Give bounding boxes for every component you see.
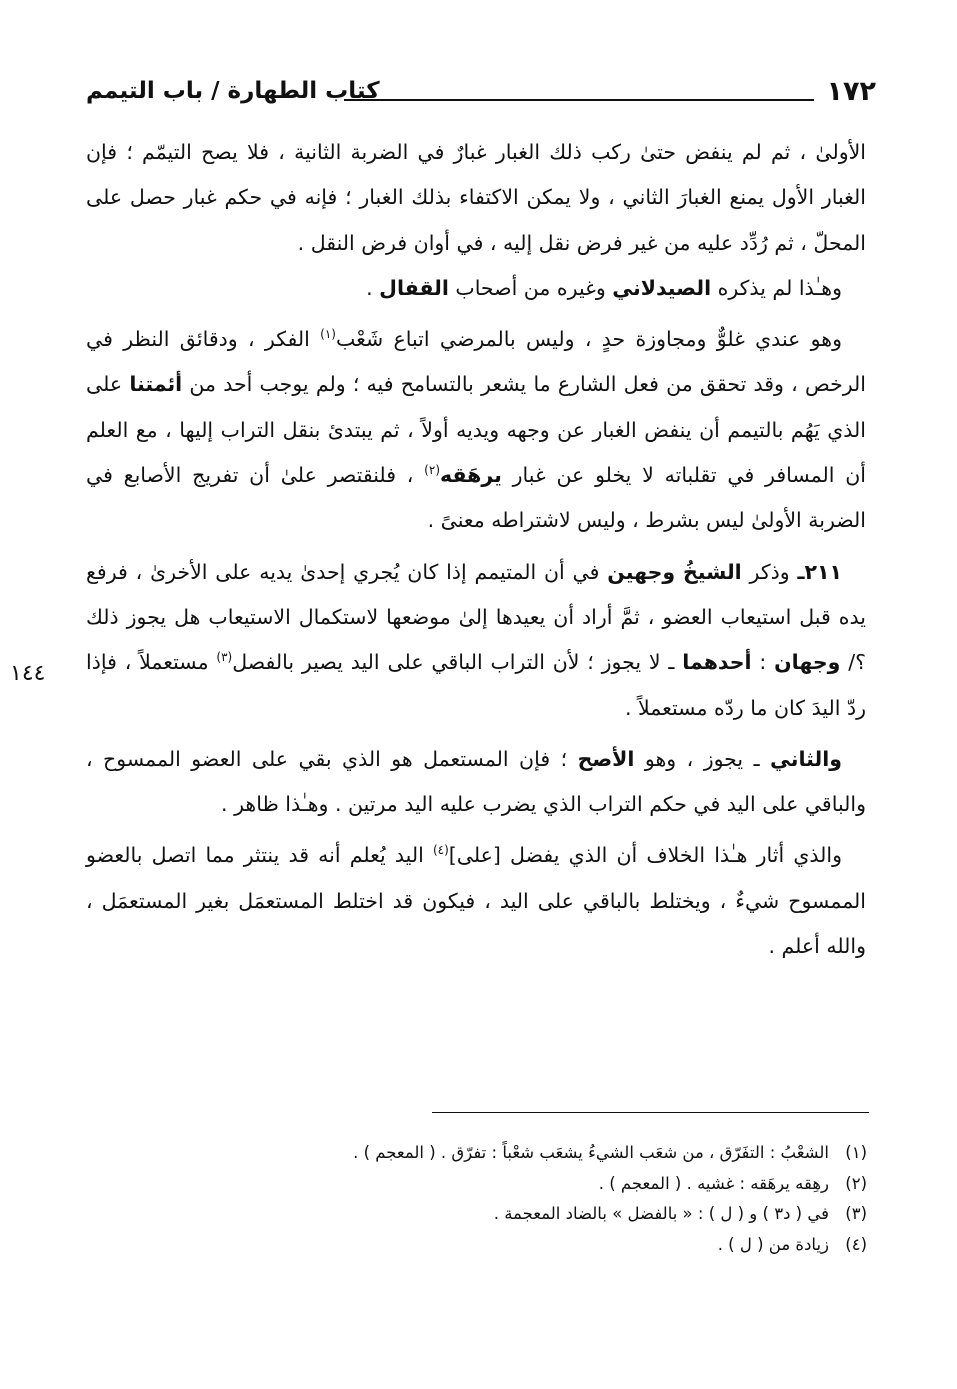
paragraph-4 <box>86 550 866 731</box>
footnote-4 <box>167 1230 867 1261</box>
paragraph-5 <box>86 737 866 828</box>
text-run: الأولىٰ ، ثم لم ينفض حتىٰ ركب ذلك الغبار غبارٌ في الضربة الثانية ، فلا يصح التيمّم ؛ فإن الغبار الأول يمنع الغبارَ الثاني ، ولا يمكن الاكتفاء بذلك الغبار ؛ فإنه في حكم غبار حصل على المحلّ ، ثم رُدِّد عليه من غير فرض نقل إليه ، في أوان فرض النقل . <box>86 140 866 255</box>
text-run: مستعملاً ، فإذا ردّ اليدَ كان ما ردّه مستعملاً . <box>86 650 866 720</box>
text-run: على الذي يَهُم بالتيمم أن ينفض الغبار عن وجهه ويديه أولاً ، ثم يبتدئ بنقل التراب إليها ، مع العلم أن المسافر في تقلباته لا يخلو عن غبار <box>86 372 867 488</box>
paragraph-3 <box>86 317 866 543</box>
footnote-text: الشعْبُ : التفَرّق ، من شعَب الشيءُ يشعَب شعْباً : تفرّق . ( المعجم ) . <box>353 1143 829 1162</box>
footnote-number: (١) <box>845 1143 867 1162</box>
footnote-1 <box>167 1138 867 1169</box>
text-run: وغيره من أصحاب <box>448 275 613 300</box>
footnote-ref-2[interactable]: (٢) <box>424 463 440 478</box>
footnote-2 <box>167 1169 867 1200</box>
bold-term-aimmatuna: أئمتنا <box>129 372 183 397</box>
paragraph-1 <box>86 130 866 266</box>
text-run: ؛ فإن المستعمل هو الذي بقي على العضو الممسوح ، والباقي على اليد في حكم التراب الذي يضرب عليه اليد مرتين . وهـٰذا ظاهر . <box>86 746 866 817</box>
margin-manuscript-folio: ١٤٤ <box>10 661 46 686</box>
footnote-text: في ( د٣ ) و ( ل ) : « بالفضل » بالضاد المعجمة . <box>493 1204 829 1223</box>
footnote-ref-3[interactable]: (٣) <box>216 650 233 665</box>
text-run: الفكر ، ودقائق النظر في الرخص ، وقد تحقق من فعل الشارع ما يشعر بالتسامح فيه ؛ ولم يوجب أحد من <box>86 327 866 397</box>
footnote-number: (٤) <box>845 1234 867 1254</box>
paragraph-2 <box>86 266 866 311</box>
text-run: والذي أثار هـٰذا الخلاف أن الذي يفضل [على] <box>448 843 842 868</box>
page-header <box>86 70 876 110</box>
header-rule <box>344 99 814 101</box>
text-run: ، فلنقتصر علىٰ أن تفريج الأصابع في الضربة الأولىٰ ليس بشرط ، وليس لاشتراطه معنىً . <box>86 463 866 533</box>
bold-term-wajhayn: وجهين <box>607 559 676 584</box>
text-run: اليد يُعلم أنه قد ينتثر مما اتصل بالعضو الممسوح شيءٌ ، ويختلط بالباقي على اليد ، فيكون قد اختلط المستعمَل بغير المستعمَل ، والله أعلم . <box>86 843 866 959</box>
footnotes <box>167 1138 867 1260</box>
footnote-ref-1[interactable]: (١) <box>320 327 336 342</box>
footnote-ref-4[interactable]: (٤) <box>432 843 449 858</box>
text-run: ـ يجوز ، وهو <box>634 746 771 771</box>
text-run: وهـٰذا لم يذكره <box>711 275 842 300</box>
footnote-number: (٢) <box>845 1173 867 1193</box>
footnote-separator <box>432 1112 869 1113</box>
footnote-text: رهِقه يرهَقه : غشيه . ( المعجم ) . <box>598 1173 829 1193</box>
bold-term-yarhaquhu: يرهَقه <box>440 463 502 488</box>
bold-term-ahaduhuma: أحدهما <box>682 650 752 675</box>
footnote-number: (٣) <box>845 1204 867 1223</box>
text-run <box>675 560 683 584</box>
bold-term-althani: والثاني <box>770 746 842 771</box>
running-title: كتاب الطهارة / باب التيمم <box>86 78 380 104</box>
text-run: وذكر <box>741 559 798 584</box>
bold-name-saydalani: الصيدلاني <box>612 275 712 300</box>
text-run: وهو عندي غلوٌّ ومجاوزة حدٍ ، وليس بالمرضي اتباع شَعْب <box>335 327 842 352</box>
paragraph-6 <box>86 833 866 969</box>
text-run: في أن المتيمم إذا كان يُجري إحدىٰ يديه على الأخرىٰ ، فرفع يده قبل استيعاب العضو ، ثمَّ أراد أن يعيدها إلىٰ موضعها لاستكمال الاستيعاب هل يجوز ذلك ؟/ <box>86 559 866 675</box>
bold-term-shaykh: الشيخُ <box>682 559 742 584</box>
bold-term-alasahh: الأصح <box>577 746 635 771</box>
footnote-3 <box>167 1199 867 1230</box>
text-run: ـ لا يجوز ؛ لأن التراب الباقي على اليد يصير بالفصل <box>232 650 683 675</box>
text-run: : <box>751 650 775 675</box>
page-number: ١٧٢ <box>826 76 876 107</box>
bold-term-wajhan: وجهان <box>774 650 841 675</box>
section-number: ٢١١ـ <box>797 559 842 584</box>
text-run: . <box>366 275 380 300</box>
footnote-text: زيادة من ( ل ) . <box>717 1234 829 1254</box>
bold-name-qaffal: القفال <box>379 275 449 300</box>
main-text <box>86 130 866 975</box>
